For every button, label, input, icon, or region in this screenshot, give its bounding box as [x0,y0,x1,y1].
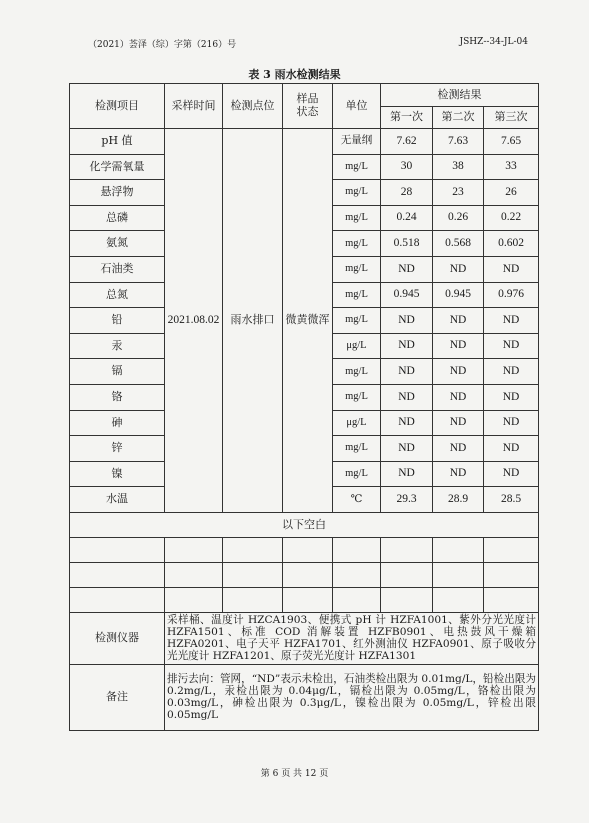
result-third-cell: 28.5 [484,487,539,513]
result-first-cell: ND [381,461,433,487]
unit-cell: mg/L [333,308,381,334]
col-header-second: 第二次 [433,107,484,129]
unit-cell: mg/L [333,436,381,462]
item-cell: 砷 [70,410,165,436]
empty-cell [283,587,333,612]
unit-cell: mg/L [333,359,381,385]
item-cell: 石油类 [70,256,165,282]
empty-cell [283,537,333,562]
col-header-results: 检测结果 [381,84,539,107]
result-second-cell: ND [433,461,484,487]
result-second-cell: ND [433,333,484,359]
empty-row [70,587,539,612]
blank-note-row [70,512,539,537]
empty-cell [223,562,283,587]
unit-cell: mg/L [333,384,381,410]
unit-cell: mg/L [333,256,381,282]
result-first-cell: 7.62 [381,129,433,155]
col-header-state [283,84,333,129]
item-cell: 悬浮物 [70,180,165,206]
result-third-cell: 0.602 [484,231,539,257]
unit-cell: mg/L [333,231,381,257]
result-first-cell: 30 [381,154,433,180]
result-first-cell: 28 [381,180,433,206]
item-cell: 锌 [70,436,165,462]
result-third-cell: ND [484,410,539,436]
empty-row [70,537,539,562]
col-header-first: 第一次 [381,107,433,129]
result-third-cell: ND [484,384,539,410]
result-first-cell: ND [381,359,433,385]
empty-cell [165,537,223,562]
result-second-cell: ND [433,308,484,334]
result-first-cell: ND [381,384,433,410]
empty-row [70,562,539,587]
instruments-text: 采样桶、温度计 HZCA1903、便携式 pH 计 HZFA1001、紫外分光光度计 HZFA1501、标准 COD 消解装置 HZFB0901、电热鼓风干燥箱 HZFA0201、电子天平 HZFA1701、红外测油仪 HZFA0901、原子吸收分光光度计 HZFA1201、原子荧光光度计 HZFA1301 [165,612,539,664]
instruments-row [70,612,539,664]
col-header-time: 采样时间 [165,84,223,129]
item-cell: 总磷 [70,205,165,231]
table-title: 表 3 雨水检测结果 [248,68,341,81]
empty-cell [484,537,539,562]
item-cell: 镍 [70,461,165,487]
col-header-state-text: 样品 状态 [296,92,319,118]
empty-cell [333,537,381,562]
empty-cell [333,562,381,587]
unit-cell: μg/L [333,410,381,436]
item-cell: 化学需氧量 [70,154,165,180]
result-second-cell: ND [433,410,484,436]
empty-cell [223,587,283,612]
empty-cell [70,587,165,612]
result-first-cell: ND [381,436,433,462]
result-second-cell: ND [433,359,484,385]
empty-cell [70,562,165,587]
result-first-cell: ND [381,256,433,282]
sample-time-cell: 2021.08.02 [165,129,223,513]
result-third-cell: 7.65 [484,129,539,155]
col-header-third: 第三次 [484,107,539,129]
instruments-label: 检测仪器 [70,612,165,664]
col-header-unit: 单位 [333,84,381,129]
result-second-cell: 0.945 [433,282,484,308]
result-third-cell: 33 [484,154,539,180]
result-third-cell: ND [484,256,539,282]
empty-cell [433,587,484,612]
unit-cell: 无量纲 [333,129,381,155]
result-second-cell: ND [433,384,484,410]
result-first-cell: ND [381,410,433,436]
result-first-cell: ND [381,308,433,334]
remarks-row [70,664,539,730]
report-number: （2021）荟泽（综）字第（216）号 [88,40,237,50]
unit-cell: mg/L [333,180,381,206]
result-third-cell: 0.976 [484,282,539,308]
col-header-site: 检测点位 [223,84,283,129]
item-cell: 铅 [70,308,165,334]
blank-note: 以下空白 [70,512,539,537]
result-first-cell: ND [381,333,433,359]
empty-cell [381,537,433,562]
unit-cell: mg/L [333,154,381,180]
item-cell: 铬 [70,384,165,410]
result-first-cell: 0.518 [381,231,433,257]
result-second-cell: 38 [433,154,484,180]
remarks-label: 备注 [70,664,165,730]
empty-cell [381,587,433,612]
item-cell: 总氮 [70,282,165,308]
result-third-cell: 26 [484,180,539,206]
unit-cell: mg/L [333,282,381,308]
sample-site-cell: 雨水排口 [223,129,283,513]
result-second-cell: 0.568 [433,231,484,257]
unit-cell: μg/L [333,333,381,359]
sample-state-cell: 微黄微浑 [283,129,333,513]
result-third-cell: ND [484,333,539,359]
empty-cell [165,562,223,587]
result-first-cell: 0.24 [381,205,433,231]
result-third-cell: ND [484,461,539,487]
empty-cell [165,587,223,612]
empty-cell [433,562,484,587]
item-cell: 水温 [70,487,165,513]
remarks-text: 排污去向：管网，“ND”表示未检出，石油类检出限为 0.01mg/L，铅检出限为 0.2mg/L，汞检出限为 0.04μg/L，镉检出限为 0.05mg/L，铬检出限为 0.03mg/L，砷检出限为 0.3μg/L，镍检出限为 0.05mg/L，锌检出限 0.05mg/L [165,664,539,730]
result-second-cell: 23 [433,180,484,206]
result-third-cell: ND [484,359,539,385]
unit-cell: mg/L [333,461,381,487]
page-footer: 第 6 页 共 12 页 [260,769,329,779]
unit-cell: ℃ [333,487,381,513]
empty-cell [381,562,433,587]
empty-cell [223,537,283,562]
result-second-cell: ND [433,436,484,462]
result-first-cell: 0.945 [381,282,433,308]
rainwater-results-table [69,83,539,731]
empty-cell [70,537,165,562]
item-cell: 镉 [70,359,165,385]
empty-cell [484,587,539,612]
col-header-item: 检测项目 [70,84,165,129]
result-third-cell: 0.22 [484,205,539,231]
result-second-cell: 28.9 [433,487,484,513]
empty-cell [484,562,539,587]
empty-cell [283,562,333,587]
result-second-cell: 0.26 [433,205,484,231]
result-third-cell: ND [484,308,539,334]
result-first-cell: 29.3 [381,487,433,513]
form-code: JSHZ--34-JL-04 [459,37,528,47]
empty-cell [433,537,484,562]
item-cell: 氨氮 [70,231,165,257]
result-third-cell: ND [484,436,539,462]
item-cell: 汞 [70,333,165,359]
empty-cell [333,587,381,612]
unit-cell: mg/L [333,205,381,231]
item-cell: pH 值 [70,129,165,155]
result-second-cell: ND [433,256,484,282]
table-row [70,129,539,155]
result-second-cell: 7.63 [433,129,484,155]
